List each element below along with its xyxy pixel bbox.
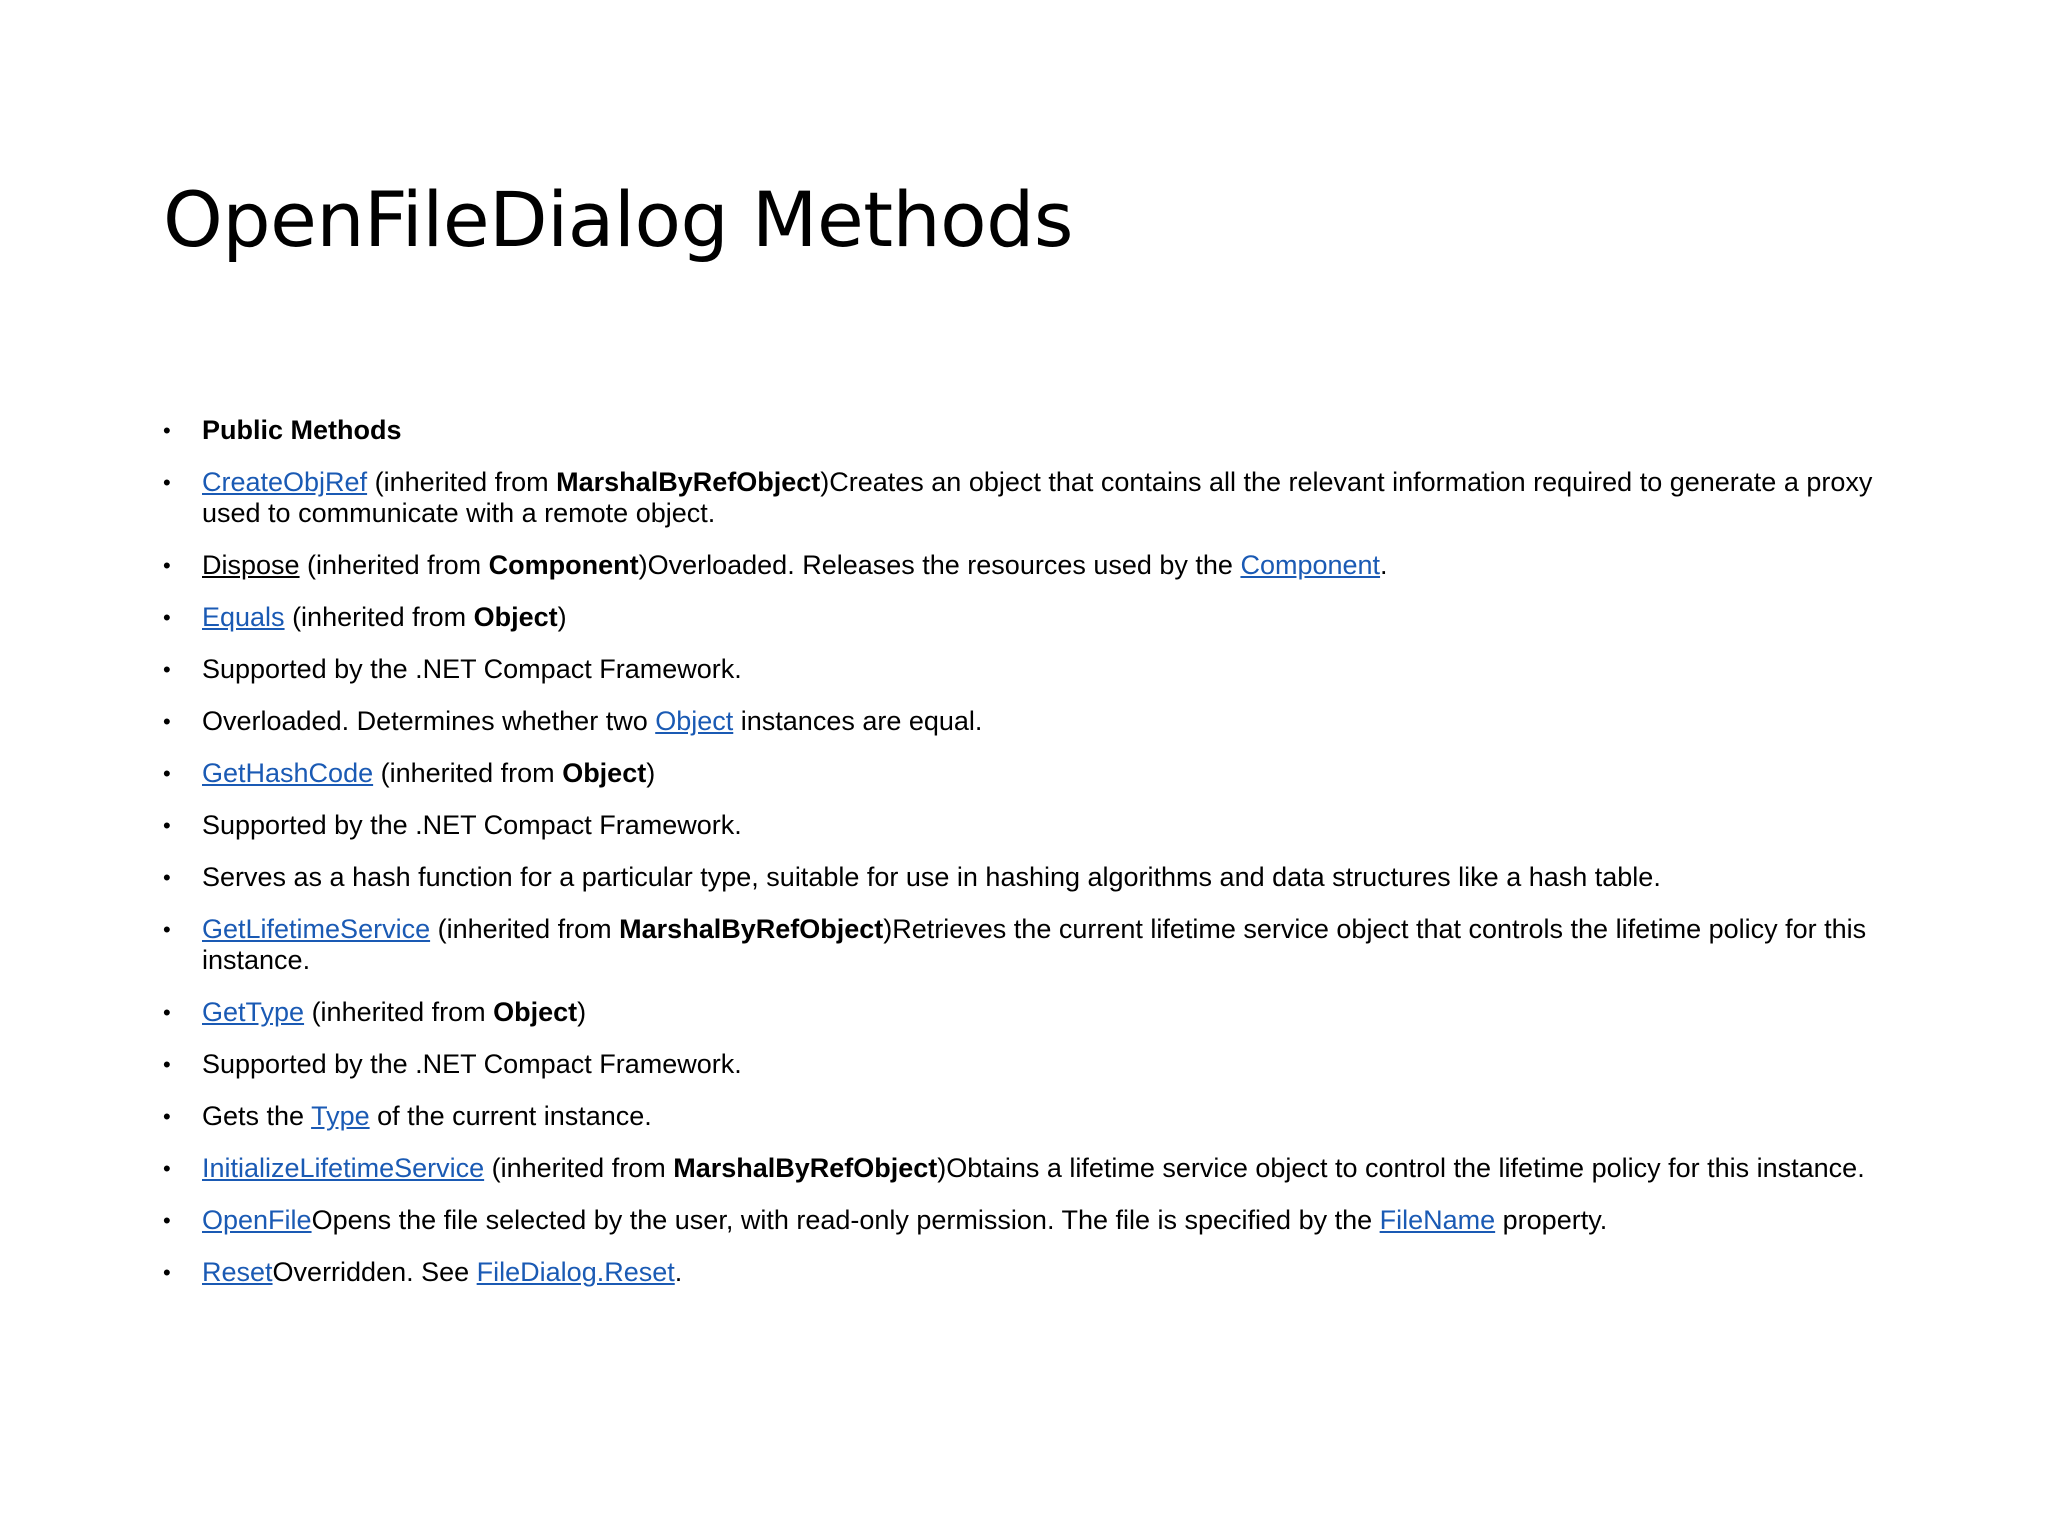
item-suffix: ) — [557, 602, 567, 632]
equals-link[interactable]: Equals — [202, 602, 285, 632]
inherited-from: MarshalByRefObject — [556, 467, 821, 497]
list-item-createobjref — [163, 467, 1903, 529]
type-link[interactable]: Type — [311, 1101, 370, 1131]
item-suffix: of the current instance. — [369, 1101, 652, 1131]
list-item-gettype-description — [163, 1101, 1903, 1132]
bullet-icon: • — [163, 761, 171, 786]
item-description: )Overloaded. Releases the resources used by the — [638, 550, 1241, 580]
inherited-from: Object — [493, 997, 578, 1027]
inherited-prefix: (inherited from — [367, 467, 557, 497]
item-suffix: ) — [577, 997, 587, 1027]
inherited-prefix: (inherited from — [484, 1153, 674, 1183]
bullet-icon: • — [163, 813, 171, 838]
item-description: Overridden. See — [272, 1257, 477, 1287]
bullet-icon: • — [163, 1104, 171, 1129]
item-description: )Obtains a lifetime service object to control the lifetime policy for this instance. — [937, 1153, 1865, 1183]
bullet-icon: • — [163, 709, 171, 734]
object-link[interactable]: Object — [655, 706, 734, 736]
inherited-from: Object — [473, 602, 558, 632]
filename-link[interactable]: FileName — [1379, 1205, 1496, 1235]
bullet-icon: • — [163, 553, 171, 578]
inherited-from: MarshalByRefObject — [673, 1153, 938, 1183]
item-description: )Creates an object that contains all the relevant information required to generate a proxy used to communicate with a remote object. — [202, 467, 1873, 528]
openfile-link[interactable]: OpenFile — [202, 1205, 312, 1235]
inherited-from: MarshalByRefObject — [619, 914, 884, 944]
bullet-icon: • — [163, 1156, 171, 1181]
slide-title: OpenFileDialog Methods — [163, 175, 1074, 264]
initializelifetimeservice-link[interactable]: InitializeLifetimeService — [202, 1153, 485, 1183]
inherited-prefix: (inherited from — [373, 758, 563, 788]
createobjref-link[interactable]: CreateObjRef — [202, 467, 368, 497]
item-description: Opens the file selected by the user, with read-only permission. The file is specified by the — [311, 1205, 1380, 1235]
item-description: )Retrieves the current lifetime service object that controls the lifetime policy for this instance. — [202, 914, 1867, 975]
list-item-text — [163, 1049, 1903, 1080]
bullet-icon: • — [163, 1208, 171, 1233]
getlifetimeservice-link[interactable]: GetLifetimeService — [202, 914, 431, 944]
inherited-prefix: (inherited from — [430, 914, 620, 944]
item-text: Overloaded. Determines whether two — [202, 706, 656, 736]
inherited-prefix: (inherited from — [299, 550, 489, 580]
list-item-public-methods — [163, 415, 1903, 446]
item-text: Serves as a hash function for a particular type, suitable for use in hashing algorithms and data structures like a hash table. — [202, 862, 1661, 892]
inherited-from: Object — [562, 758, 647, 788]
inherited-prefix: (inherited from — [284, 602, 474, 632]
list-item-initializelifetimeservice — [163, 1153, 1903, 1184]
list-item-gettype — [163, 997, 1903, 1028]
item-suffix: property. — [1495, 1205, 1608, 1235]
inherited-from: Component — [488, 550, 639, 580]
section-heading: Public Methods — [202, 415, 402, 445]
reset-link[interactable]: Reset — [202, 1257, 273, 1287]
item-suffix: instances are equal. — [733, 706, 983, 736]
bullet-icon: • — [163, 1052, 171, 1077]
list-item-equals-description — [163, 706, 1903, 737]
list-item-equals — [163, 602, 1903, 633]
bullet-icon: • — [163, 865, 171, 890]
bullet-icon: • — [163, 418, 171, 443]
list-item-openfile — [163, 1205, 1903, 1236]
inherited-prefix: (inherited from — [304, 997, 494, 1027]
list-item-gethashcode — [163, 758, 1903, 789]
item-text: Supported by the .NET Compact Framework. — [202, 654, 742, 684]
filedialog-reset-link[interactable]: FileDialog.Reset — [476, 1257, 675, 1287]
item-text: Supported by the .NET Compact Framework. — [202, 810, 742, 840]
bullet-icon: • — [163, 470, 171, 495]
bullet-icon: • — [163, 917, 171, 942]
list-item-getlifetimeservice — [163, 914, 1903, 976]
item-suffix: . — [674, 1257, 683, 1287]
item-text: Supported by the .NET Compact Framework. — [202, 1049, 742, 1079]
component-link[interactable]: Component — [1240, 550, 1381, 580]
item-suffix: ) — [646, 758, 656, 788]
list-item-reset — [163, 1257, 1903, 1288]
list-item-text — [163, 654, 1903, 685]
bullet-icon: • — [163, 1260, 171, 1285]
bullet-icon: • — [163, 657, 171, 682]
list-item-text — [163, 862, 1903, 893]
bullet-list — [163, 415, 1903, 1309]
bullet-icon: • — [163, 1000, 171, 1025]
gethashcode-link[interactable]: GetHashCode — [202, 758, 374, 788]
item-text: Gets the — [202, 1101, 312, 1131]
gettype-link[interactable]: GetType — [202, 997, 305, 1027]
item-suffix: . — [1380, 550, 1388, 580]
dispose-link[interactable]: Dispose — [202, 550, 300, 580]
list-item-dispose — [163, 550, 1903, 581]
bullet-icon: • — [163, 605, 171, 630]
list-item-text — [163, 810, 1903, 841]
